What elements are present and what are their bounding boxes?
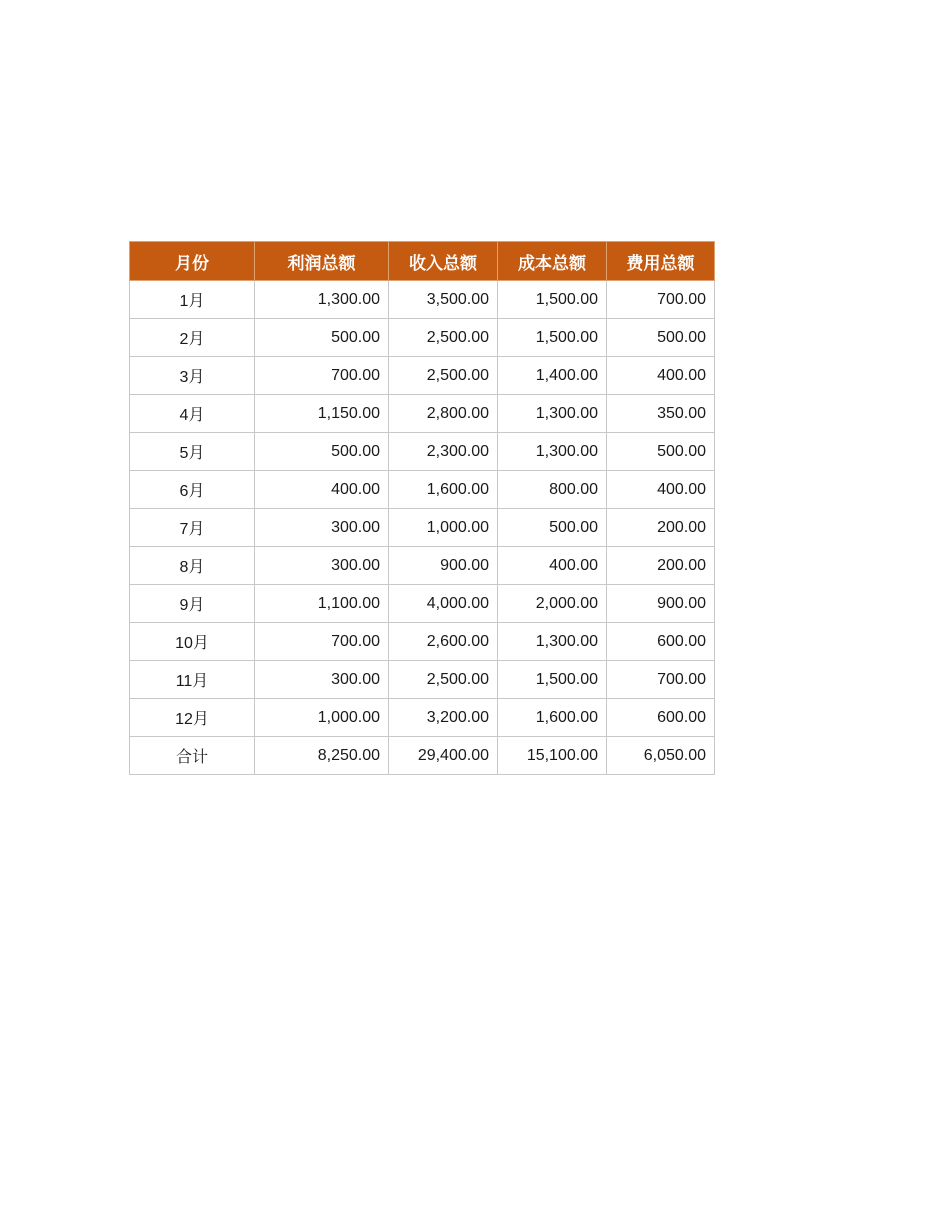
table-row xyxy=(130,623,715,661)
cell-expense: 500.00 xyxy=(607,433,715,471)
monthly-profit-table xyxy=(129,241,715,775)
table-row xyxy=(130,661,715,699)
cell-expense: 700.00 xyxy=(607,661,715,699)
table-row xyxy=(130,433,715,471)
cell-cost: 1,600.00 xyxy=(498,699,607,737)
profit-summary-sheet xyxy=(129,241,715,775)
table-row xyxy=(130,319,715,357)
cell-month: 6月 xyxy=(130,471,255,509)
cell-revenue: 29,400.00 xyxy=(389,737,498,775)
cell-revenue: 1,600.00 xyxy=(389,471,498,509)
cell-cost: 1,300.00 xyxy=(498,395,607,433)
cell-cost: 500.00 xyxy=(498,509,607,547)
cell-revenue: 2,500.00 xyxy=(389,357,498,395)
cell-expense: 600.00 xyxy=(607,623,715,661)
cell-month: 12月 xyxy=(130,699,255,737)
header-cost-total: 成本总额 xyxy=(498,242,607,281)
cell-month: 11月 xyxy=(130,661,255,699)
cell-profit: 8,250.00 xyxy=(255,737,389,775)
cell-revenue: 2,300.00 xyxy=(389,433,498,471)
header-row xyxy=(130,242,715,281)
cell-expense: 200.00 xyxy=(607,547,715,585)
cell-expense: 600.00 xyxy=(607,699,715,737)
cell-profit: 500.00 xyxy=(255,319,389,357)
cell-revenue: 1,000.00 xyxy=(389,509,498,547)
table-row xyxy=(130,357,715,395)
cell-profit: 1,100.00 xyxy=(255,585,389,623)
cell-cost: 1,500.00 xyxy=(498,661,607,699)
header-month: 月份 xyxy=(130,242,255,281)
cell-month: 3月 xyxy=(130,357,255,395)
cell-month: 10月 xyxy=(130,623,255,661)
cell-profit: 700.00 xyxy=(255,357,389,395)
cell-month: 9月 xyxy=(130,585,255,623)
cell-profit: 500.00 xyxy=(255,433,389,471)
cell-revenue: 2,600.00 xyxy=(389,623,498,661)
cell-expense: 400.00 xyxy=(607,471,715,509)
cell-cost: 400.00 xyxy=(498,547,607,585)
total-row xyxy=(130,737,715,775)
cell-expense: 900.00 xyxy=(607,585,715,623)
cell-cost: 1,500.00 xyxy=(498,319,607,357)
table-row xyxy=(130,699,715,737)
cell-revenue: 3,500.00 xyxy=(389,281,498,319)
cell-cost: 1,400.00 xyxy=(498,357,607,395)
cell-expense: 400.00 xyxy=(607,357,715,395)
cell-cost: 2,000.00 xyxy=(498,585,607,623)
header-revenue-total: 收入总额 xyxy=(389,242,498,281)
cell-revenue: 2,800.00 xyxy=(389,395,498,433)
cell-profit: 300.00 xyxy=(255,661,389,699)
cell-cost: 1,300.00 xyxy=(498,433,607,471)
cell-revenue: 4,000.00 xyxy=(389,585,498,623)
cell-revenue: 2,500.00 xyxy=(389,319,498,357)
table-row xyxy=(130,509,715,547)
cell-month: 2月 xyxy=(130,319,255,357)
cell-profit: 300.00 xyxy=(255,547,389,585)
cell-profit: 1,300.00 xyxy=(255,281,389,319)
cell-month: 1月 xyxy=(130,281,255,319)
cell-expense: 200.00 xyxy=(607,509,715,547)
cell-profit: 700.00 xyxy=(255,623,389,661)
cell-cost: 800.00 xyxy=(498,471,607,509)
cell-expense: 6,050.00 xyxy=(607,737,715,775)
cell-month: 7月 xyxy=(130,509,255,547)
cell-cost: 1,500.00 xyxy=(498,281,607,319)
cell-revenue: 3,200.00 xyxy=(389,699,498,737)
cell-month: 4月 xyxy=(130,395,255,433)
cell-profit: 300.00 xyxy=(255,509,389,547)
cell-month: 合计 xyxy=(130,737,255,775)
header-profit-total: 利润总额 xyxy=(255,242,389,281)
cell-expense: 500.00 xyxy=(607,319,715,357)
cell-cost: 1,300.00 xyxy=(498,623,607,661)
cell-expense: 700.00 xyxy=(607,281,715,319)
cell-profit: 1,150.00 xyxy=(255,395,389,433)
table-row xyxy=(130,281,715,319)
cell-month: 8月 xyxy=(130,547,255,585)
cell-expense: 350.00 xyxy=(607,395,715,433)
cell-profit: 1,000.00 xyxy=(255,699,389,737)
table-row xyxy=(130,471,715,509)
table-row xyxy=(130,585,715,623)
table-row xyxy=(130,547,715,585)
cell-revenue: 2,500.00 xyxy=(389,661,498,699)
cell-month: 5月 xyxy=(130,433,255,471)
cell-cost: 15,100.00 xyxy=(498,737,607,775)
cell-revenue: 900.00 xyxy=(389,547,498,585)
cell-profit: 400.00 xyxy=(255,471,389,509)
header-expense-total: 费用总额 xyxy=(607,242,715,281)
table-row xyxy=(130,395,715,433)
